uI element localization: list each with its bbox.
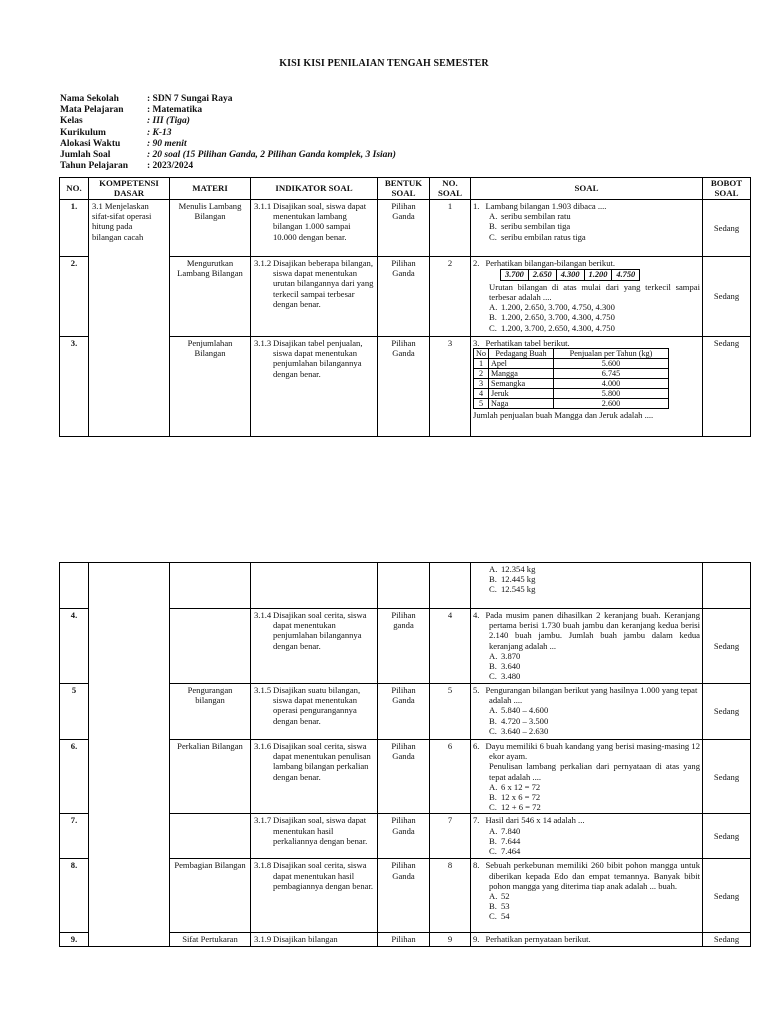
option-text: 3.640 – 2.630 — [501, 725, 549, 736]
materi: Pengurangan bilangan — [170, 684, 251, 740]
indikator-text: Disajikan soal, siswa dapat menentukan hasil perkaliannya dengan benar. — [273, 815, 368, 846]
question-number: 7 — [473, 815, 478, 826]
sales-table-cell: 6.745 — [554, 369, 669, 379]
option-letter: A. — [489, 211, 498, 222]
answer-option — [473, 302, 700, 312]
option-letter: B. — [489, 574, 497, 585]
materi: Pembagian Bilangan — [170, 859, 251, 933]
sales-table-cell: 4 — [474, 389, 489, 399]
question-text — [473, 741, 700, 761]
meta-value: : Matematika — [147, 105, 203, 116]
option-letter: C. — [489, 802, 497, 813]
option-letter: A. — [489, 650, 498, 661]
answer-option — [473, 901, 700, 911]
bentuk-soal: Pilihan Ganda — [378, 859, 430, 933]
bentuk-soal: Pilihan Ganda — [378, 684, 430, 740]
kisi-table-page-2 — [59, 562, 751, 947]
number-box: 3.700 — [501, 270, 529, 281]
materi: Sifat Pertukaran — [170, 933, 251, 947]
option-letter: B. — [489, 312, 497, 323]
soal — [471, 933, 703, 947]
table-header-row — [60, 178, 751, 200]
indikator-text: Disajikan soal, siswa dapat menentukan lambang bilangan 1.000 sampai 10.000 dengan benar. — [273, 201, 367, 242]
indikator — [251, 200, 378, 257]
indikator-number: 3.1.8 — [254, 860, 272, 871]
meta-label: Alokasi Waktu — [60, 138, 121, 149]
indikator-text: Disajikan suatu bilangan, siswa dapat menentukan operasi pengurangannya dengan benar. — [273, 685, 361, 726]
question-number: 6 — [473, 741, 478, 751]
row-number: 3. — [60, 337, 89, 437]
answer-option — [473, 651, 700, 661]
meta-label: Kelas — [60, 116, 83, 127]
indikator-number: 3.1.3 — [254, 338, 272, 348]
bentuk-soal: Pilihan Ganda — [378, 257, 430, 337]
answer-option — [473, 705, 700, 715]
bobot: Sedang — [703, 859, 751, 933]
indikator — [251, 257, 378, 337]
sales-table-header — [474, 349, 669, 359]
answer-option — [473, 782, 700, 792]
question-dot: . — [477, 860, 480, 871]
answer-option — [473, 846, 700, 856]
answer-option — [473, 671, 700, 681]
option-text: 3.640 — [501, 661, 521, 672]
soal — [471, 814, 703, 859]
soal — [471, 609, 703, 684]
bentuk-soal: Pilihan Ganda — [378, 740, 430, 814]
option-letter: B. — [489, 221, 497, 232]
bobot: Sedang — [703, 814, 751, 859]
meta-value: : SDN 7 Sungai Raya — [147, 94, 233, 104]
indikator — [251, 814, 378, 859]
option-text: 1.200, 2.650, 3.700, 4.300, 4.750 — [501, 312, 615, 323]
sales-table-cell: 1 — [474, 359, 489, 369]
sales-table-row — [474, 389, 669, 399]
header-bentuk: BENTUK SOAL — [378, 178, 430, 200]
row-number: 7. — [60, 814, 89, 859]
option-letter: C. — [489, 671, 497, 682]
kompetensi-dasar — [89, 563, 170, 947]
option-text: 12.545 kg — [501, 584, 536, 595]
question-number: 9 — [473, 934, 478, 945]
indikator — [251, 859, 378, 933]
number-box: 2.650 — [528, 270, 556, 281]
question-body: Lambang bilangan 1.903 dibaca .... — [485, 201, 607, 211]
nomor-soal: 2 — [430, 257, 471, 337]
materi: Penjumlahan Bilangan — [170, 337, 251, 437]
soal — [471, 740, 703, 814]
soal — [471, 859, 703, 933]
meta-value: : 90 menit — [147, 138, 187, 149]
option-text: 12 x 6 = 72 — [501, 792, 541, 803]
question-body: Sebuah perkebunan memiliki 260 bibit pohon mangga untuk diberikan kepada Edo dan empat temannya. Banyak bibit pohon mangga yang diterima tiap anak adalah ... buah. — [485, 860, 700, 891]
sales-table-header-cell: No — [474, 349, 489, 359]
materi: Mengurutkan Lambang Bilangan — [170, 257, 251, 337]
question-dot: . — [477, 610, 480, 620]
materi: Menulis Lambang Bilangan — [170, 200, 251, 257]
answer-option — [473, 802, 700, 812]
question-number: 3 — [473, 338, 478, 348]
option-text: 12.354 kg — [501, 564, 536, 574]
answer-option — [473, 232, 700, 242]
bobot: Sedang — [703, 337, 751, 437]
answer-option — [473, 211, 700, 221]
nomor-soal: 6 — [430, 740, 471, 814]
option-text: seribu sembilan ratu — [501, 211, 571, 222]
meta-label: Tahun Pelajaran — [60, 161, 129, 172]
question-dot: . — [477, 685, 480, 695]
materi — [170, 563, 251, 609]
option-text: 4.720 – 3.500 — [501, 715, 549, 726]
sales-table-row — [474, 379, 669, 389]
materi: Perkalian Bilangan — [170, 740, 251, 814]
table-row — [60, 200, 751, 257]
soal — [471, 200, 703, 257]
bobot: Sedang — [703, 684, 751, 740]
bobot: Sedang — [703, 200, 751, 257]
row-number: 6. — [60, 740, 89, 814]
option-text: 1.200, 2.650, 3.700, 4.750, 4.300 — [501, 302, 615, 313]
question-number: 4 — [473, 610, 478, 620]
question-dot: . — [477, 934, 480, 945]
nomor-soal: 3 — [430, 337, 471, 437]
option-text: 53 — [501, 901, 510, 912]
nomor-soal: 4 — [430, 609, 471, 684]
number-box: 4.300 — [556, 270, 584, 281]
question-dot: . — [477, 258, 480, 268]
answer-option — [473, 661, 700, 671]
sales-table-cell: 2.600 — [554, 399, 669, 409]
question-text — [473, 860, 700, 891]
sales-table-row — [474, 359, 669, 369]
answer-option — [473, 221, 700, 231]
sales-table-cell: Jeruk — [489, 389, 554, 399]
question-body: Pengurangan bilangan berikut yang hasilnya 1.000 yang tepat adalah .... — [485, 685, 698, 706]
header-nosoal: NO. SOAL — [430, 178, 471, 200]
option-text: 7.464 — [501, 846, 521, 857]
meta-value: : 2023/2024 — [147, 161, 194, 172]
nomor-soal — [430, 563, 471, 609]
sales-table-row — [474, 369, 669, 379]
option-letter: A. — [489, 302, 498, 313]
question-text — [473, 258, 700, 268]
bobot: Sedang — [703, 257, 751, 337]
option-letter: A. — [489, 781, 498, 792]
document-title: KISI KISI PENILAIAN TENGAH SEMESTER — [279, 58, 489, 69]
question-text — [473, 610, 700, 651]
bobot: Sedang — [703, 609, 751, 684]
bentuk-soal: Pilihan — [378, 933, 430, 947]
kompetensi-text: 3.1 Menjelaskan sifat-sifat operasi hitung pada bilangan cacah — [92, 201, 152, 242]
kisi-table-page-1 — [59, 177, 751, 437]
option-letter: A. — [489, 825, 498, 836]
indikator-number: 3.1.4 — [254, 610, 272, 620]
meta-value: : K-13 — [147, 127, 172, 138]
header-soal: SOAL — [471, 178, 703, 200]
meta-label: Nama Sekolah — [60, 94, 119, 104]
option-letter: B. — [489, 715, 497, 726]
nomor-soal: 1 — [430, 200, 471, 257]
nomor-soal: 5 — [430, 684, 471, 740]
answer-option — [473, 792, 700, 802]
option-text: 12 + 6 = 72 — [501, 802, 541, 813]
option-text: seribu embilan ratus tiga — [501, 231, 586, 242]
bentuk-soal: Pilihan Ganda — [378, 814, 430, 859]
meta-label: Mata Pelajaran — [60, 105, 124, 116]
option-letter: B. — [489, 661, 497, 672]
indikator-text: Disajikan soal cerita, siswa dapat menentukan hasil pembagiannya dengan benar. — [273, 860, 373, 891]
option-letter: C. — [489, 584, 497, 595]
header-indikator: INDIKATOR SOAL — [251, 178, 378, 200]
nomor-soal: 9 — [430, 933, 471, 947]
question-text — [473, 685, 700, 705]
question-number: 8 — [473, 860, 478, 871]
indikator — [251, 337, 378, 437]
indikator — [251, 609, 378, 684]
number-box-table — [500, 269, 640, 281]
indikator-text: Disajikan tabel penjualan, siswa dapat menentukan penjumlahan bilangannya dengan benar. — [273, 338, 363, 379]
option-letter: A. — [489, 891, 498, 902]
answer-option — [473, 564, 700, 574]
header-bobot: BOBOT SOAL — [703, 178, 751, 200]
indikator-text: Disajikan bilangan — [273, 934, 338, 945]
answer-option — [473, 574, 700, 584]
question-text — [473, 934, 700, 944]
bobot — [703, 563, 751, 609]
meta-value: : III (Tiga) — [147, 116, 190, 127]
header-materi: MATERI — [170, 178, 251, 200]
row-number: 1. — [60, 200, 89, 257]
option-text: 5.840 – 4.600 — [501, 705, 549, 716]
bentuk-soal: Pilihan Ganda — [378, 200, 430, 257]
indikator-number: 3.1.6 — [254, 741, 272, 751]
sales-table-header-cell: Pedagang Buah — [489, 349, 554, 359]
bobot: Sedang — [703, 740, 751, 814]
nomor-soal: 8 — [430, 859, 471, 933]
answer-option — [473, 323, 700, 333]
answer-option — [473, 826, 700, 836]
indikator — [251, 740, 378, 814]
number-box: 4.750 — [612, 270, 640, 281]
sales-table-cell: Apel — [489, 359, 554, 369]
meta-label: Jumlah Soal — [60, 150, 111, 160]
soal — [471, 684, 703, 740]
question-text — [473, 815, 700, 825]
indikator-number: 3.1.9 — [254, 934, 272, 945]
sales-table-cell: 2 — [474, 369, 489, 379]
option-letter: B. — [489, 792, 497, 803]
question-body: Hasil dari 546 x 14 adalah ... — [485, 815, 585, 826]
sales-table-cell: 5.600 — [554, 359, 669, 369]
indikator-text: Disajikan beberapa bilangan, siswa dapat menentukan urutan bilangannya dari yang terkecil sampai terbesar dengan benar. — [273, 258, 374, 309]
option-text: 1.200, 3.700, 2.650, 4.300, 4.750 — [501, 322, 615, 333]
indikator — [251, 933, 378, 947]
header-kompetensi: KOMPETENSI DASAR — [89, 178, 170, 200]
question-text-2: Jumlah penjualan buah Mangga dan Jeruk adalah .... — [473, 410, 654, 421]
option-text: 7.840 — [501, 825, 521, 836]
row-number: 4. — [60, 609, 89, 684]
sales-table-header-cell: Penjualan per Tahun (kg) — [554, 349, 669, 359]
option-letter: C. — [489, 846, 497, 857]
bentuk-soal: Pilihan ganda — [378, 609, 430, 684]
row-number — [60, 563, 89, 609]
bentuk-soal: Pilihan Ganda — [378, 337, 430, 437]
soal — [471, 257, 703, 337]
option-letter: C. — [489, 231, 497, 242]
option-text: 52 — [501, 891, 510, 902]
sales-table-cell: Mangga — [489, 369, 554, 379]
indikator — [251, 684, 378, 740]
row-number: 2. — [60, 257, 89, 337]
question-dot: . — [477, 201, 480, 211]
answer-option — [473, 726, 700, 736]
materi — [170, 609, 251, 684]
row-number: 8. — [60, 859, 89, 933]
question-dot: . — [477, 815, 480, 826]
indikator-text: Disajikan soal cerita, siswa dapat menentukan penulisan lambang bilangan perkalian dengan benar. — [273, 741, 371, 782]
indikator-number: 3.1.1 — [254, 201, 272, 211]
option-letter: C. — [489, 725, 497, 736]
kompetensi-dasar — [89, 200, 170, 437]
bobot: Sedang — [703, 933, 751, 947]
table-row-continuation — [60, 563, 751, 609]
question-dot: . — [477, 338, 480, 348]
answer-option — [473, 312, 700, 322]
meta-value: : 20 soal (15 Pilihan Ganda, 2 Pilihan Ganda komplek, 3 Isian) — [147, 150, 396, 160]
option-text: 12.445 kg — [501, 574, 536, 585]
sales-table-cell: Semangka — [489, 379, 554, 389]
indikator — [251, 563, 378, 609]
nomor-soal: 7 — [430, 814, 471, 859]
answer-option — [473, 836, 700, 846]
option-text: 7.644 — [501, 835, 521, 846]
option-text: 6 x 12 = 72 — [501, 781, 541, 792]
sales-table-cell: 5 — [474, 399, 489, 409]
option-letter: C. — [489, 911, 497, 922]
indikator-number: 3.1.7 — [254, 815, 272, 826]
question-text — [473, 338, 700, 348]
option-text: 54 — [501, 911, 510, 922]
option-letter: A. — [489, 705, 498, 716]
materi — [170, 814, 251, 859]
indikator-number: 3.1.2 — [254, 258, 272, 268]
option-letter: B. — [489, 901, 497, 912]
soal — [471, 337, 703, 437]
sales-table — [473, 348, 669, 409]
indikator-number: 3.1.5 — [254, 685, 272, 695]
question-text-2: Urutan bilangan di atas mulai dari yang terkecil sampai terbesar adalah .... — [489, 281, 700, 302]
option-text: 3.870 — [501, 650, 521, 661]
sales-table-cell: Naga — [489, 399, 554, 409]
option-text: 3.480 — [501, 671, 521, 682]
option-letter: C. — [489, 322, 497, 333]
option-letter: A. — [489, 564, 498, 574]
soal — [471, 563, 703, 609]
sales-table-cell: 4.000 — [554, 379, 669, 389]
sales-table-cell: 3 — [474, 379, 489, 389]
question-body: Perhatikan pernyataan berikut. — [485, 934, 591, 945]
option-letter: B. — [489, 835, 497, 846]
question-text-2: Penulisan lambang perkalian dari pernyataan di atas yang tepat adalah .... — [489, 761, 700, 782]
question-number: 5 — [473, 685, 478, 695]
indikator-text: Disajikan soal cerita, siswa dapat menentukan penjumlahan bilangannya dengan benar. — [273, 610, 367, 651]
question-number: 2 — [473, 258, 478, 268]
sales-table-cell: 5.800 — [554, 389, 669, 399]
row-number: 5 — [60, 684, 89, 740]
question-number: 1 — [473, 201, 478, 211]
question-text — [473, 201, 700, 211]
sales-table-row — [474, 399, 669, 409]
number-box: 1.200 — [584, 270, 612, 281]
option-text: seribu sembilan tiga — [501, 221, 571, 232]
bentuk-soal — [378, 563, 430, 609]
answer-option — [473, 891, 700, 901]
answer-option — [473, 584, 700, 594]
question-dot: . — [477, 741, 480, 751]
meta-label: Kurikulum — [60, 127, 106, 138]
row-number: 9. — [60, 933, 89, 947]
question-body: Dayu memiliki 6 buah kandang yang berisi masing-masing 12 ekor ayam. — [485, 741, 700, 762]
answer-option — [473, 716, 700, 726]
question-body: Perhatikan bilangan-bilangan berikut. — [485, 258, 616, 268]
header-no: NO. — [60, 178, 89, 200]
question-body: Pada musim panen dihasilkan 2 keranjang buah. Keranjang pertama berisi 1.730 buah jambu dan keranjang kedua berisi 2.140 buah jambu. Jumlah buah jambu dalam kedua keranjang adalah ... — [485, 610, 700, 651]
question-body: Perhatikan tabel berikut. — [485, 338, 570, 348]
answer-option — [473, 911, 700, 921]
